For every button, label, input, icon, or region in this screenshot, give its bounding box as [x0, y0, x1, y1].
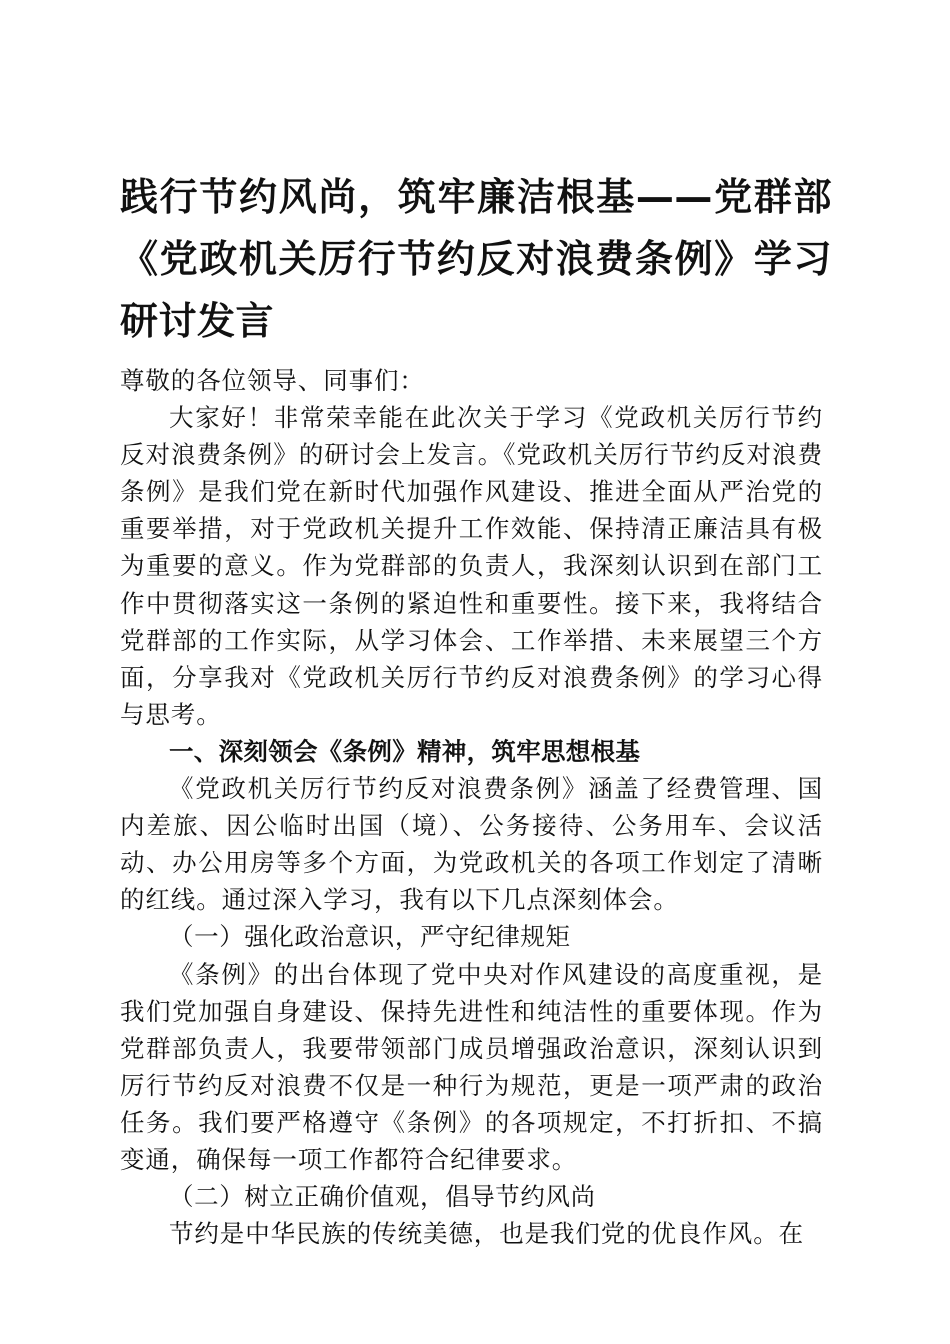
- document-title: 践行节约风尚，筑牢廉洁根基——党群部《党政机关厉行节约反对浪费条例》学习研讨发言: [120, 175, 832, 343]
- salutation: 尊敬的各位领导、同事们：: [120, 366, 425, 395]
- subsection-1-heading: （一）强化政治意识，严守纪律规矩: [169, 922, 571, 952]
- subsection-1-paragraph: 《条例》的出台体现了党中央对作风建设的高度重视，是我们党加强自身建设、保持先进性和纯洁性的重要体现。作为党群部负责人，我要带领部门成员增强政治意识，深刻认识到厉行节约反对浪费不仅是一种行为规范，更是一项严肃的政治任务。我们要严格遵守《条例》的各项规定，不打折扣、不搞变通，确保每一项工作都符合纪律要求。: [120, 959, 823, 1174]
- intro-paragraph: 大家好！非常荣幸能在此次关于学习《党政机关厉行节约反对浪费条例》的研讨会上发言。《党政机关厉行节约反对浪费条例》是我们党在新时代加强作风建设、推进全面从严治党的重要举措，对于党政机关提升工作效能、保持清正廉洁具有极为重要的意义。作为党群部的负责人，我深刻认识到在部门工作中贯彻落实这一条例的紧迫性和重要性。接下来，我将结合党群部的工作实际，从学习体会、工作举措、未来展望三个方面，分享我对《党政机关厉行节约反对浪费条例》的学习心得与思考。: [120, 403, 823, 729]
- subsection-2-paragraph: 节约是中华民族的传统美德，也是我们党的优良作风。在: [169, 1219, 804, 1249]
- document-body: [120, 362, 823, 1252]
- section-1-heading: 一、深刻领会《条例》精神，筑牢思想根基: [169, 736, 641, 766]
- section-1-paragraph: 《党政机关厉行节约反对浪费条例》涵盖了经费管理、国内差旅、因公临时出国（境）、公务接待、公务用车、会议活动、办公用房等多个方面，为党政机关的各项工作划定了清晰的红线。通过深入学习，我有以下几点深刻体会。: [120, 774, 823, 915]
- subsection-2-heading: （二）树立正确价值观，倡导节约风尚: [169, 1182, 596, 1212]
